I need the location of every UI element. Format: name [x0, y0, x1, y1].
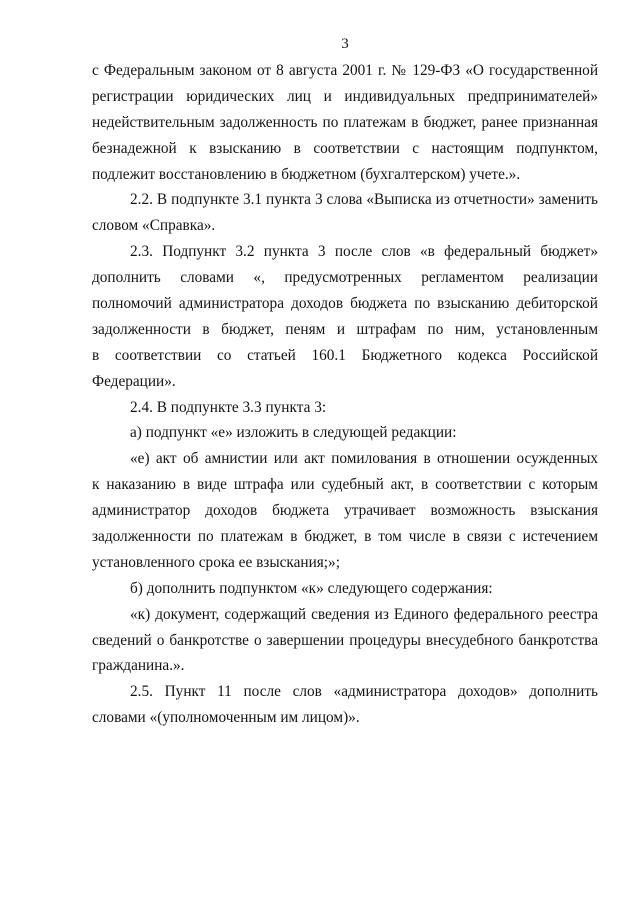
document-body	[92, 58, 598, 731]
text-line: 2.3. Подпункт 3.2 пункта 3 после слов «в федеральный бюджет»	[130, 243, 598, 261]
text-line: Федерации».	[92, 372, 176, 390]
text-line: а) подпункт «е» изложить в следующей редакции:	[130, 424, 457, 442]
text-line: задолженности в бюджет, пеням и штрафам по ним, установленным	[92, 320, 598, 338]
page-number: 3	[341, 36, 349, 52]
text-line: недействительным задолженность по платежам в бюджет, ранее признанная	[92, 113, 598, 131]
text-line: 2.5. Пункт 11 после слов «администратора доходов» дополнить	[130, 683, 598, 701]
text-line: словами «(уполномоченным им лицом)».	[92, 709, 360, 727]
text-line: сведений о банкротстве о завершении процедуры внесудебного банкротства	[92, 631, 598, 649]
text-line: безнадежной к взысканию в соответствии с настоящим подпунктом,	[92, 139, 598, 157]
text-line: дополнить словами «, предусмотренных регламентом реализации	[92, 269, 598, 287]
text-line: подлежит восстановлению в бюджетном (бухгалтерском) учете.».	[92, 165, 521, 183]
text-line: б) дополнить подпунктом «к» следующего содержания:	[130, 579, 493, 597]
text-line: установленного срока ее взыскания;»;	[92, 553, 340, 571]
text-line: «к) документ, содержащий сведения из Единого федерального реестра	[130, 605, 598, 623]
text-line: 2.4. В подпункте 3.3 пункта 3:	[130, 398, 327, 416]
text-line: администратор доходов бюджета утрачивает возможность взыскания	[92, 502, 598, 520]
text-line: словом «Справка».	[92, 217, 216, 235]
text-line: в соответствии со статьей 160.1 Бюджетного кодекса Российской	[92, 346, 598, 364]
text-line: регистрации юридических лиц и индивидуальных предпринимателей»	[92, 87, 598, 105]
text-line: к наказанию в виде штрафа или судебный акт, в соответствии с которым	[92, 476, 598, 494]
text-line: гражданина.».	[92, 657, 185, 675]
text-line: полномочий администратора доходов бюджета по взысканию дебиторской	[92, 295, 598, 313]
text-line: «е) акт об амнистии или акт помилования в отношении осужденных	[130, 450, 598, 468]
text-line: 2.2. В подпункте 3.1 пункта 3 слова «Выписка из отчетности» заменить	[130, 191, 598, 209]
text-line: задолженности по платежам в бюджет, в том числе в связи с истечением	[92, 528, 598, 546]
text-line: с Федеральным законом от 8 августа 2001 г. № 129-ФЗ «О государственной	[92, 62, 598, 79]
